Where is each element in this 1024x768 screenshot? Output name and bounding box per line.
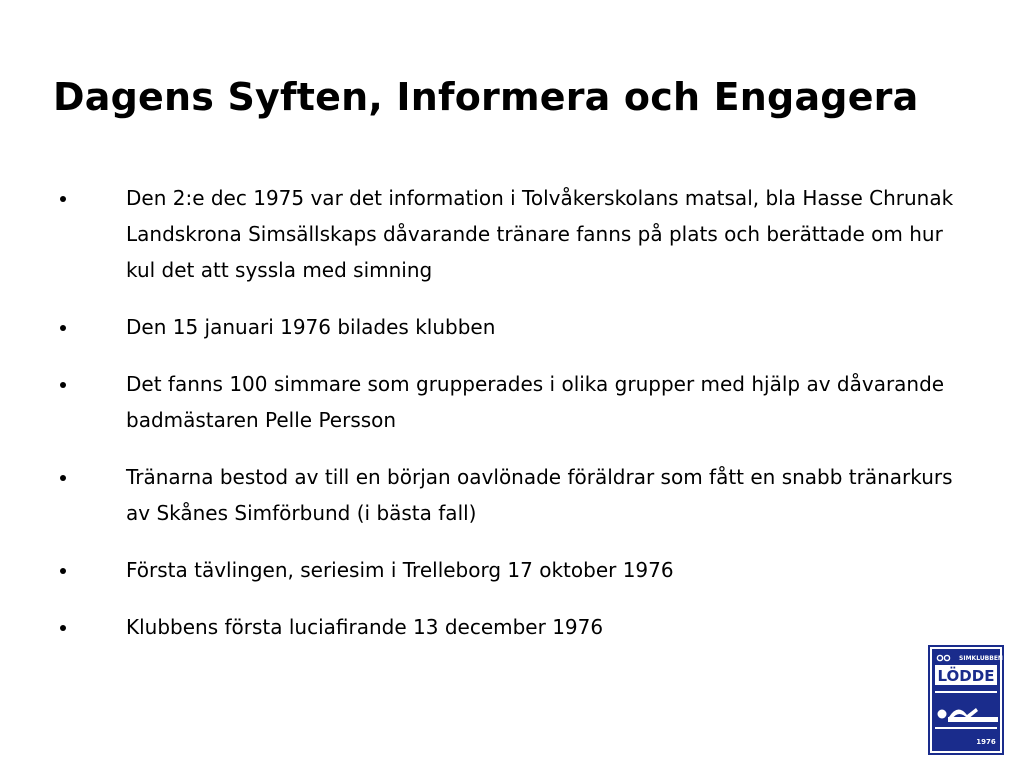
bullet-text: Det fanns 100 simmare som grupperades i olika grupper med hjälp av dåvarande badmästaren Pelle Persson xyxy=(126,372,945,432)
bullet-dot-icon xyxy=(60,625,66,631)
bullet-text: Den 2:e dec 1975 var det information i Tolvåkerskolans matsal, bla Hasse Chrunak Landskrona Simsällskaps dåvarande tränare fanns på plats och berättade om hur kul det att syssla med simning xyxy=(126,186,954,282)
club-logo xyxy=(928,645,1004,755)
bullet-item xyxy=(60,609,960,645)
bullet-dot-icon xyxy=(60,475,66,481)
bullet-list xyxy=(60,180,960,666)
logo-year: 1976 xyxy=(976,738,996,746)
logo-water-line xyxy=(935,727,997,729)
logo-name: LÖDDE xyxy=(937,667,995,685)
bullet-text: Den 15 januari 1976 bilades klubben xyxy=(126,315,496,339)
logo-wave-line xyxy=(935,691,997,693)
swimmer-head-icon xyxy=(938,710,947,719)
slide-title: Dagens Syften, Informera och Engagera xyxy=(53,75,919,119)
bullet-item xyxy=(60,459,960,531)
bullet-text: Tränarna bestod av till en början oavlönade föräldrar som fått en snabb tränarkurs av Skånes Simförbund (i bästa fall) xyxy=(126,465,953,525)
bullet-text: Klubbens första luciafirande 13 december 1976 xyxy=(126,615,604,639)
bullet-item xyxy=(60,180,960,288)
bullet-dot-icon xyxy=(60,196,66,202)
bullet-dot-icon xyxy=(60,382,66,388)
bullet-item xyxy=(60,309,960,345)
bullet-dot-icon xyxy=(60,325,66,331)
logo-top-text: SIMKLUBBEN xyxy=(959,655,1003,662)
bullet-item xyxy=(60,366,960,438)
bullet-dot-icon xyxy=(60,568,66,574)
bullet-item xyxy=(60,552,960,588)
bullet-text: Första tävlingen, seriesim i Trelleborg 17 oktober 1976 xyxy=(126,558,674,582)
swimmer-body-icon xyxy=(948,717,998,722)
